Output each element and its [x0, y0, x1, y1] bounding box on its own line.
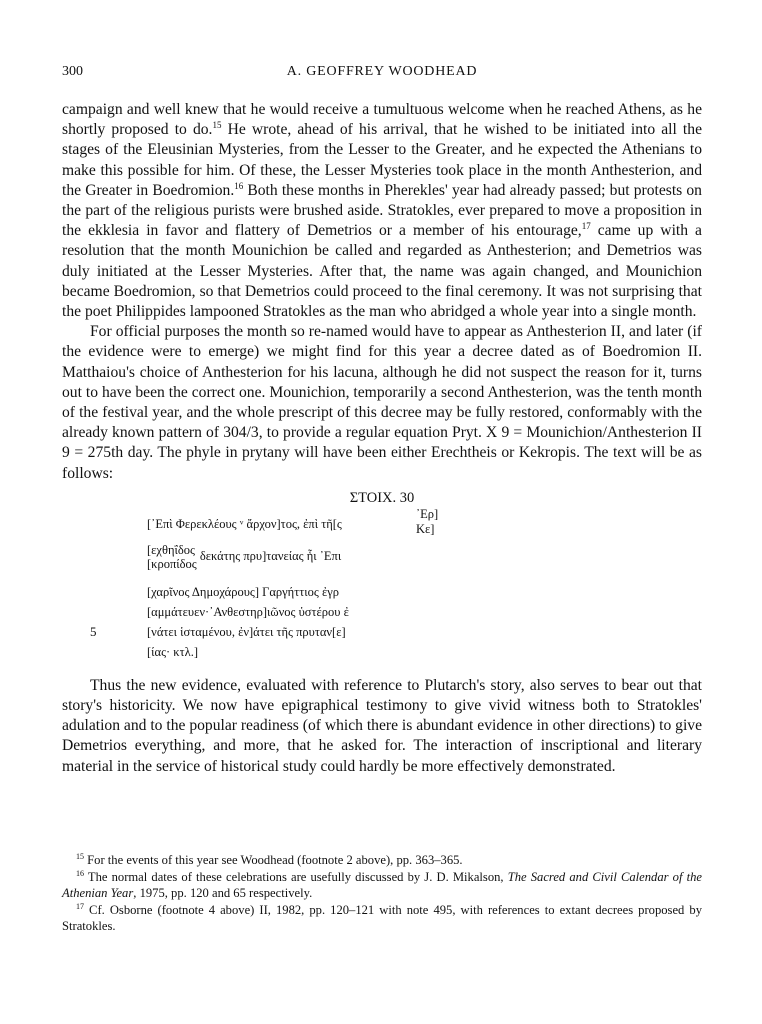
page-number: 300	[62, 64, 83, 79]
inscription-line-2-alternatives: [εχθηΐδος [κροπίδος	[147, 542, 197, 571]
inscription-line-6: [ίας· κτλ.]	[147, 644, 198, 659]
inscription-line-number: 5	[90, 623, 97, 639]
inscription-block	[62, 486, 702, 668]
main-text	[62, 100, 702, 777]
inscription-heading: ΣΤΟΙΧ. 30	[349, 489, 415, 506]
inscription-line-3: [χαρῖνος Δημοχάρους] Γαργήττιος ἐγρ	[147, 584, 339, 599]
running-header	[62, 64, 702, 84]
paragraph-3: Thus the new evidence, evaluated with reference to Plutarch's story, also serves to bear out that story's historicity. We now have epigraphical testimony to give vivid witness both to Stratokles' adulation and to the popular readiness (of which there is abundant evidence in other directions) to give Demetrios everything, and more, that he asked for. The interaction of inscriptional and literary material in the service of historical study could hardly be more effectively demonstrated.	[62, 676, 703, 775]
footnote-ref-15[interactable]: 15	[212, 120, 222, 131]
inscription-line-5: [νάτει ἱσταμένου, ἐν]άτει τῆς πρυταν[ε]	[147, 624, 346, 639]
footnote-ref-16[interactable]: 16	[234, 180, 244, 191]
cited-book-title: The Sacred and Civil Calendar of the Athenian Year	[62, 869, 702, 900]
footnotes	[62, 852, 702, 935]
inscription-line-1-alternatives: ᾿Ερ] Κε]	[416, 506, 439, 536]
inscription-line-4: [αμμάτευεν·᾿Ανθεστηρ]ιῶνος ὑστέρου ἐ	[147, 604, 349, 619]
inscription-line-2: [εχθηΐδος [κροπίδος δεκάτης πρυ]τανείας ἧι ᾿Επι	[147, 542, 342, 571]
running-head-author: A. GEOFFREY WOODHEAD	[286, 64, 478, 79]
footnote-ref-17[interactable]: 17	[581, 221, 591, 232]
footnote-16: $^{16}$ The normal dates of these celebrations are usefully discussed by J. D. Mikalson, The Sacred and Civil Calendar of the Athenian Year, 1975, pp. 120 and 65 respectively.	[62, 868, 702, 900]
inscription-line-1: [᾿Επὶ Φερεκλέους ᵛ ἄρχον]τος, ἐπὶ τῆ[ς	[147, 516, 342, 531]
footnote-15: $^{15}$ For the events of this year see Woodhead (footnote 2 above), pp. 363–365.	[76, 851, 463, 867]
paragraph-1: campaign and well knew that he would receive a tumultuous welcome when he reached Athens, as he shortly proposed to do.$^{15}$ He wrote, ahead of his arrival, that he wished to be initiated into all the stages of the Eleusinian Mysteries, from the Lesser to the Greater, and he expected the Athenians to make this possible for him. Of these, the Lesser Mysteries took place in the month Anthesterion, and the Greater in Boedromion.$^{16}$ Both these months in Pherekles' year had already passed; but protests on the part of the religious purists were brushed aside. Stratokles, ever prepared to move a proposition in the ekklesia in favor and flattery of Demetrios or a member of his entourage,$^{17}$ came up with a resolution that the month Mounichion be called and regarded as Anthesterion; and Demetrios was duly initiated at the Lesser Mysteries. After that, the name was again changed, and Mounichion became Boedromion, so that Demetrios could proceed to the final ceremony. It was not surprising that the poet Philippides lampooned Stratokles as the man who abridged a whole year into a single month.	[62, 101, 702, 321]
footnote-17: $^{17}$ Cf. Osborne (footnote 4 above) II, 1982, pp. 120–121 with note 495, with references to extant decrees proposed by Stratokles.	[62, 901, 702, 933]
paragraph-2: For official purposes the month so re-named would have to appear as Anthesterion II, and later (if the evidence were to emerge) we might find for this year a decree dated as of Boedromion II. Matthaiou's choice of Anthesterion for his lacuna, although he did not suspect the reason for it, turns out to have been the correct one. Mounichion, temporarily a second Anthesterion, was the tenth month of the festival year, and the whole prescript of this decree may be fully restored, conformably with the already known pattern of 304/3, to provide a regular equation Pryt. X 9 = Mounichion/Anthesterion II 9 = 275th day. The phyle in prytany will have been either Erechtheis or Kekropis. The text will be as follows:	[62, 323, 702, 482]
